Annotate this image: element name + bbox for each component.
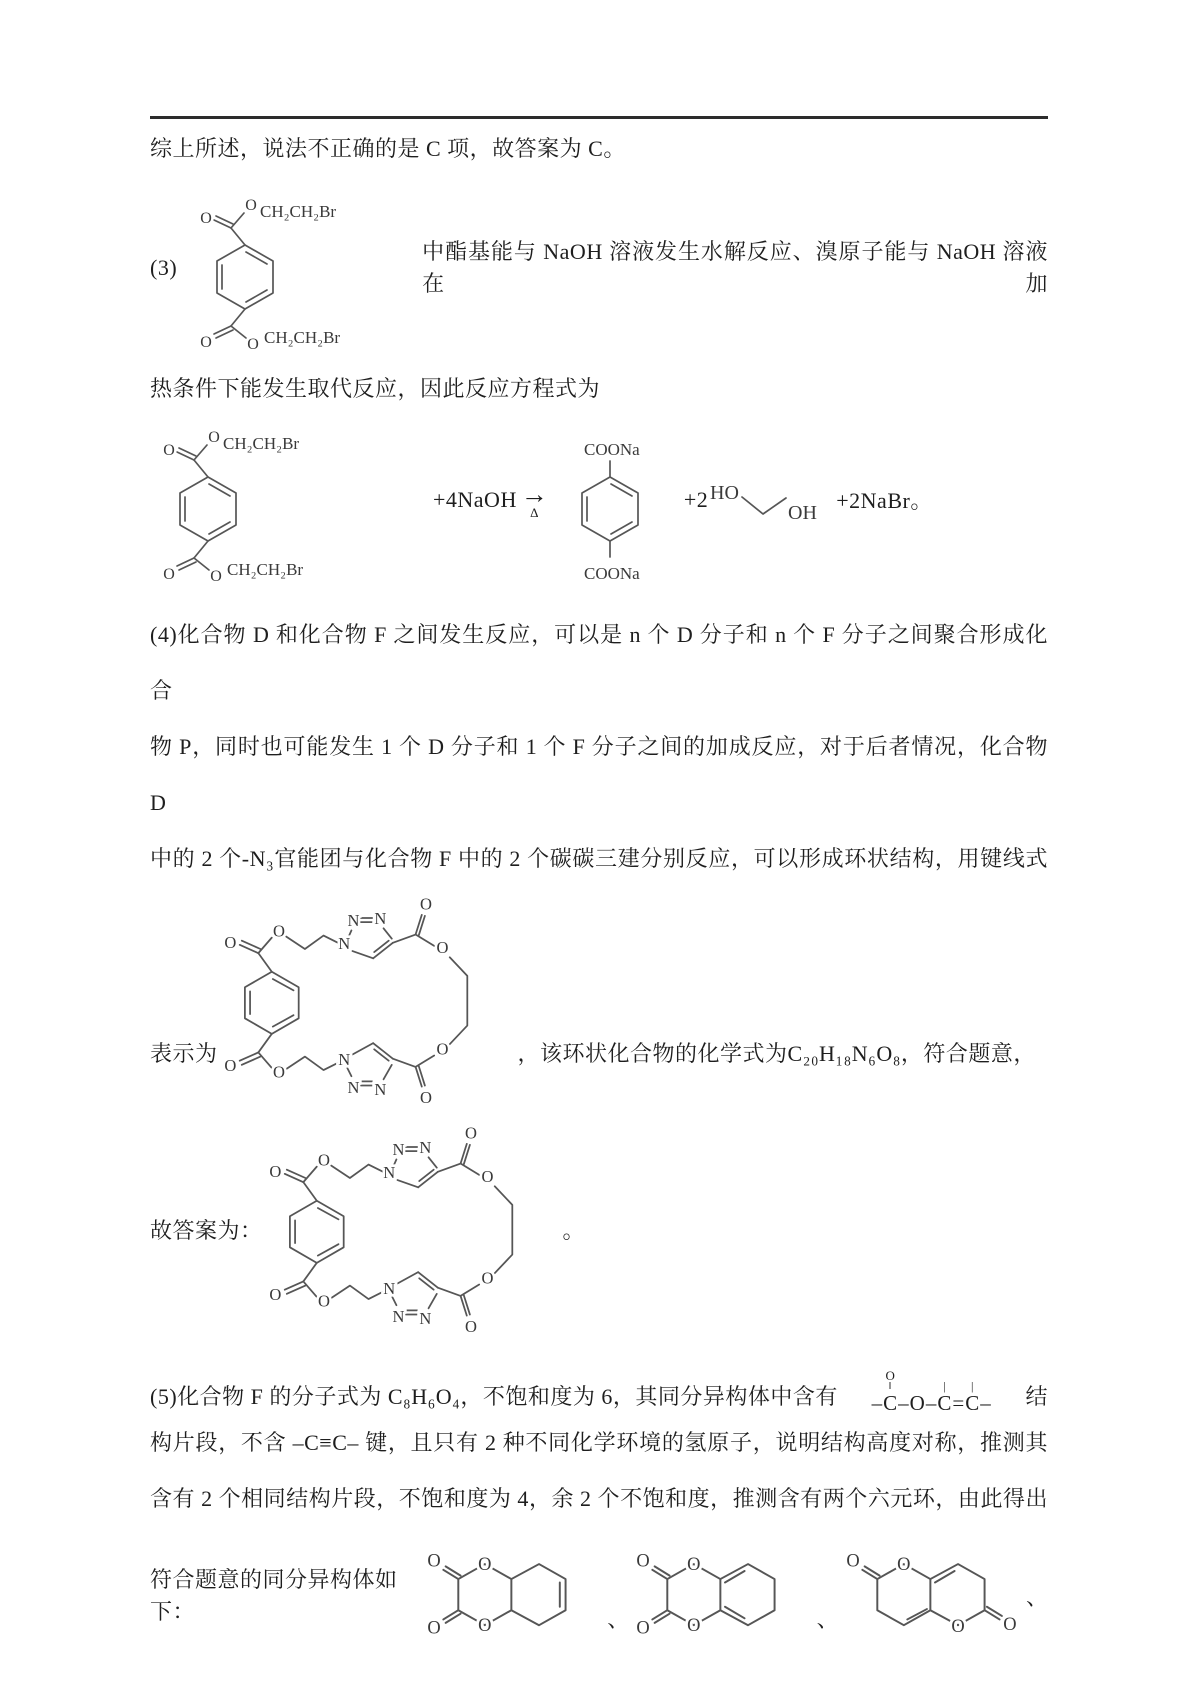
atom-O-label: O (268, 1162, 281, 1182)
atom-O-label: O (272, 921, 285, 941)
atom-N-label: N (337, 1049, 350, 1069)
fragment-double: = (952, 1390, 966, 1415)
part4-line2: 物 P，同时也可能发生 1 个 D 分子和 1 个 F 分子之间的加成反应，对于后者情况，化合物 D (150, 733, 1048, 815)
atom-N-label: N (373, 908, 386, 928)
part3-description: 中酯基能与 NaOH 溶液发生水解反应、溴原子能与 NaOH 溶液在加 (422, 239, 1048, 296)
atom-N-label: N (382, 1279, 395, 1299)
list-separator: 、 (816, 1606, 839, 1632)
ethylene-glycol-structure (708, 473, 836, 527)
fragment-carbon: C (965, 1390, 981, 1415)
atom-N-label: N (392, 1140, 405, 1160)
part3-continuation: 热条件下能发生取代反应，因此反应方程式为 (150, 375, 601, 401)
atom-O-label: O (200, 333, 212, 351)
atom-O-label: O (481, 1167, 493, 1187)
isomer-structure-2 (635, 1541, 810, 1652)
top-divider (150, 116, 1048, 119)
fragment-bond: – (925, 1390, 938, 1415)
part4-paragraph (150, 607, 1048, 887)
atom-N-label: N (392, 1307, 405, 1327)
atom-O-label: O (846, 1550, 860, 1571)
fragment-double-bond: ‖ (888, 1380, 893, 1392)
ester-vinyl-fragment (872, 1356, 992, 1415)
coefficient-two: +2 (683, 486, 709, 512)
atom-O-label: O (1002, 1613, 1017, 1634)
macrocycle-row-1 (150, 889, 1048, 1115)
product-nabr: +2NaBr。 (836, 488, 933, 514)
arrow-glyph: → (520, 478, 548, 509)
part5-line1-end: 结 (1025, 1384, 1048, 1410)
reagent-naoh: +4NaOH (433, 486, 517, 512)
atom-O-label: O (419, 1087, 432, 1107)
atom-O-label: O (245, 196, 257, 214)
part4-line1: (4)化合物 D 和化合物 F 之间发生反应，可以是 n 个 D 分子和 n 个 F 分子之间聚合形成化合 (150, 621, 1048, 703)
part3-block (150, 179, 1048, 357)
atom-O-label: O (951, 1616, 965, 1637)
fragment-carbon: C (937, 1390, 953, 1415)
fragment-bond: – (898, 1390, 910, 1415)
sentence-period: 。 (562, 1218, 586, 1244)
atom-O-label: O (687, 1553, 701, 1574)
atom-O-label: O (272, 1062, 285, 1082)
atom-N-label: N (382, 1163, 395, 1183)
fragment-tick: | (970, 1378, 975, 1393)
formula-statement: ，该环状化合物的化学式为C₂₀H₁₈N₆O₈，符合题意， (517, 1041, 1036, 1067)
part3-label: (3) (150, 254, 178, 280)
isomer-label: 符合题意的同分异构体如下： (150, 1567, 398, 1625)
part5-line1-text: (5)化合物 F 的分子式为 C₈H₆O₄，不饱和度为 6，其同分异构体中含有 (150, 1384, 838, 1410)
diester-structure (187, 179, 412, 357)
expressed-as-label: 表示为 (150, 1041, 218, 1067)
atom-N-label: N (373, 1079, 386, 1099)
chain-label: CH₂CH₂Br (264, 327, 341, 347)
fragment-carbonyl-O: O (885, 1367, 896, 1383)
atom-O-label: O (163, 441, 175, 459)
atom-O-label: O (478, 1553, 492, 1574)
atom-O-label: O (210, 567, 222, 585)
atom-O-label: O (419, 894, 432, 914)
macrocycle-structure (263, 1118, 563, 1344)
part5-line1 (150, 1356, 1048, 1415)
fragment-bond: – (980, 1390, 992, 1415)
atom-O-label: O (636, 1617, 651, 1638)
atom-O-label: O (427, 1550, 441, 1571)
part4-line3: 中的 2 个-N₃官能团与化合物 F 中的 2 个碳碳三建分别反应，可以形成环状结构，用键线式 (150, 845, 1048, 871)
atom-O-label: O (427, 1617, 441, 1638)
disodium-terephthalate-structure (552, 411, 684, 589)
atom-O-label: O (464, 1123, 477, 1143)
chain-label: CH₂CH₂Br (227, 559, 304, 579)
fragment-tick: | (943, 1378, 947, 1393)
reaction-arrow (520, 478, 548, 520)
atom-O-label: O (636, 1550, 651, 1571)
ho-label: HO (710, 481, 740, 504)
atom-N-label: N (418, 1138, 431, 1158)
atom-O-label: O (481, 1268, 493, 1288)
coona-label: COONa (583, 439, 640, 459)
atom-O-label: O (247, 335, 259, 353)
fragment-bond: – (871, 1390, 884, 1415)
atom-O-label: O (163, 565, 175, 583)
isomer-row (150, 1541, 1048, 1652)
atom-O-label: O (687, 1614, 701, 1635)
delta-condition: Δ (530, 504, 539, 520)
oh-label: OH (788, 501, 818, 524)
atom-N-label: N (337, 933, 350, 953)
atom-O-label: O (223, 932, 236, 952)
atom-O-label: O (436, 1039, 448, 1059)
atom-N-label: N (347, 911, 360, 931)
atom-O-label: O (208, 428, 220, 446)
atom-O-label: O (464, 1317, 477, 1337)
atom-N-label: N (418, 1309, 431, 1329)
chain-label: CH₂CH₂Br (223, 433, 300, 453)
atom-O-label: O (896, 1553, 911, 1574)
macrocycle-row-2 (150, 1118, 1048, 1344)
atom-O-label: O (200, 209, 212, 227)
coona-label: COONa (583, 563, 640, 583)
conclusion-line: 综上所述，说法不正确的是 C 项，故答案为 C。 (150, 136, 626, 161)
part5-line2: 构片段，不含 –C≡C– 键，且只有 2 种不同化学环境的氢原子，说明结构高度对称，推测其 (150, 1429, 1048, 1455)
list-separator: 、 (607, 1606, 630, 1632)
atom-O-label: O (436, 937, 448, 957)
fragment-oxygen: O (909, 1390, 926, 1415)
atom-O-label: O (317, 1291, 330, 1311)
atom-O-label: O (478, 1614, 492, 1635)
atom-O-label: O (223, 1055, 236, 1075)
isomer-structure-3 (845, 1541, 1020, 1652)
atom-O-label: O (268, 1285, 281, 1305)
part5-line3: 含有 2 个相同结构片段，不饱和度为 4，余 2 个不饱和度，推测含有两个六元环，由此得出 (150, 1485, 1048, 1511)
chain-label: CH₂CH₂Br (260, 201, 337, 221)
macrocycle-structure (218, 889, 518, 1115)
fragment-carbon: C (883, 1390, 899, 1415)
reaction-equation (150, 411, 1048, 589)
isomer-structure-1 (426, 1541, 601, 1652)
atom-O-label: O (317, 1150, 330, 1170)
atom-N-label: N (347, 1077, 360, 1097)
list-separator: 、 (1026, 1584, 1049, 1610)
answer-label: 故答案为： (150, 1218, 263, 1244)
diester-structure (150, 411, 375, 589)
